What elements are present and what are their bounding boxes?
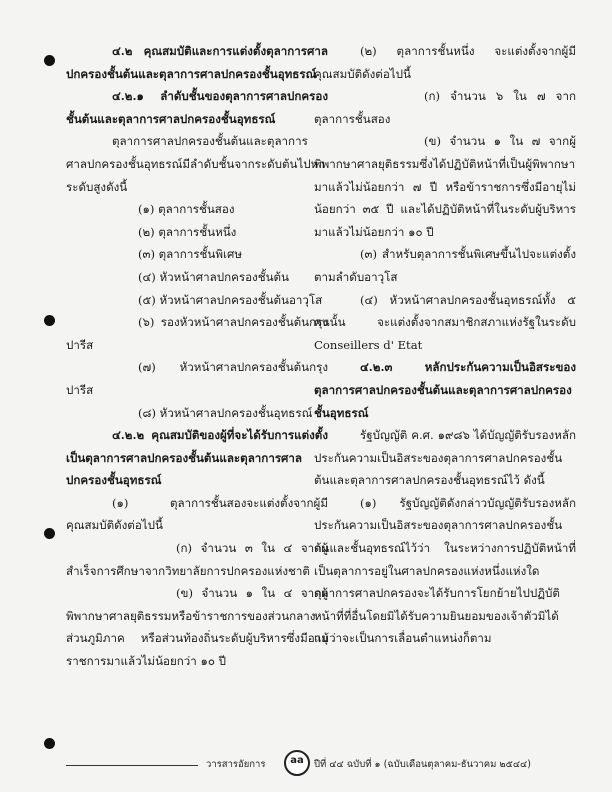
binder-hole-top — [44, 55, 55, 66]
paragraph: (ข) จำนวน ๑ ใน ๔ จากผู้พิพากษาศาลยุติธรรมหรือข้าราชการของส่วนกลางส่วนภูมิภาค หรือส่วนท้องถิ่นระดับผู้บริหารซึ่งมีอายุราชการมาแล้วไม่น้อยกว่า ๑๐ ปี — [66, 586, 328, 669]
paragraph: (๑) รัฐบัญญัติดังกล่าวบัญญัติรับรองหลักประกันความเป็นอิสระของตุลาการศาลปกครองชั้นต้นและชั้นอุทธรณ์ไว้ว่า ในระหว่างการปฏิบัติหน้าที่เป็นตุลาการอยู่ในศาลปกครองแห่งหนึ่งแห่งใด ตุลาการศาลปกครองจะได้รับการโยกย้ายไปปฏิบัติหน้าที่ที่อื่นโดยมิได้รับความยินยอมของเจ้าตัวมิได้ แม้ว่าจะเป็นการเลื่อนตำแหน่งก็ตาม — [314, 495, 576, 646]
paragraph: (๓) ตุลาการชั้นพิเศษ — [138, 247, 242, 262]
right-column — [314, 40, 576, 650]
paragraph: ๔.๒.๒ คุณสมบัติของผู้ที่จะได้รับการแต่งตั้งเป็นตุลาการศาลปกครองชั้นต้นและตุลาการศาลปกครองชั้นอุทธรณ์ — [66, 428, 328, 488]
paragraph: ๔.๒ คุณสมบัติและการแต่งตั้งตุลาการศาลปกครองชั้นต้นและตุลาการศาลปกครองชั้นอุทธรณ์ — [66, 44, 328, 81]
paragraph: (๕) หัวหน้าศาลปกครองชั้นต้นอาวุโส — [138, 292, 323, 307]
paragraph: (ข) จำนวน ๑ ใน ๗ จากผู้พิพากษาศาลยุติธรรมซึ่งได้ปฏิบัติหน้าที่เป็นผู้พิพากษามาแล้วไม่น้อยกว่า ๗ ปี หรือข้าราชการซึ่งมีอายุไม่น้อยกว่า ๓๕ ปี และได้ปฏิบัติหน้าที่ในระดับผู้บริหารมาแล้วไม่น้อยกว่า ๑๐ ปี — [314, 134, 576, 239]
paragraph: (๑) ตุลาการชั้นสองจะแต่งตั้งจากผู้มีคุณสมบัติดังต่อไปนี้ — [66, 495, 328, 533]
paragraph: (๓) สำหรับตุลาการชั้นพิเศษขึ้นไปจะแต่งตั้งตามลำดับอาวุโส — [314, 247, 576, 284]
journal-logo-icon: aa — [284, 750, 310, 776]
binder-hole-upper-middle — [44, 315, 55, 326]
paragraph: ตุลาการศาลปกครองชั้นต้นและตุลาการศาลปกครองชั้นอุทธรณ์มีลำดับชั้นจากระดับต้นไปหาระดับสูงดังนี้ — [66, 134, 325, 194]
paragraph: (ก) จำนวน ๓ ใน ๔ จากผู้สำเร็จการศึกษาจากวิทยาลัยการปกครองแห่งชาติ — [66, 541, 328, 578]
page-footer — [66, 752, 576, 778]
paragraph: (๔) หัวหน้าศาลปกครองชั้นอุทธรณ์ทั้ง ๕ คนนั้น จะแต่งตั้งจากสมาชิกสภาแห่งรัฐในระดับ Conseillers d' Etat — [314, 292, 576, 352]
paragraph: (๒) ตุลาการชั้นหนึ่ง — [138, 224, 237, 239]
binder-hole-lower-middle — [44, 528, 55, 539]
binder-hole-bottom — [44, 738, 55, 749]
paragraph: (๗) หัวหน้าศาลปกครองชั้นต้นกรุงปารีส — [66, 360, 328, 397]
paragraph: (๔) หัวหน้าศาลปกครองชั้นต้น — [138, 269, 289, 284]
paragraph: รัฐบัญญัติ ค.ศ. ๑๙๘๖ ได้บัญญัติรับรองหลักประกันความเป็นอิสระของตุลาการศาลปกครองชั้นต้นและตุลาการศาลปกครองชั้นอุทธรณ์ไว้ ดังนี้ — [314, 428, 576, 488]
paragraph: (๘) หัวหน้าศาลปกครองชั้นอุทธรณ์ — [138, 405, 313, 420]
paragraph: (๖) รองหัวหน้าศาลปกครองชั้นต้นกรุงปารีส — [66, 315, 328, 352]
footer-rule-left — [66, 765, 198, 766]
paragraph: (๑) ตุลาการชั้นสอง — [138, 202, 235, 217]
left-column — [66, 40, 328, 673]
paragraph: ๔.๒.๓ หลักประกันความเป็นอิสระของตุลาการศาลปกครองชั้นต้นและตุลาการศาลปกครองชั้นอุทธรณ์ — [314, 360, 576, 420]
paragraph: ๔.๒.๑ ลำดับชั้นของตุลาการศาลปกครองชั้นต้นและตุลาการศาลปกครองชั้นอุทธรณ์ — [66, 89, 328, 126]
paragraph: (๒) ตุลาการชั้นหนึ่ง จะแต่งตั้งจากผู้มีคุณสมบัติดังต่อไปนี้ — [314, 44, 576, 81]
paragraph: (ก) จำนวน ๖ ใน ๗ จากตุลาการชั้นสอง — [314, 89, 576, 126]
footer-journal-title: วารสารอัยการ — [206, 759, 266, 770]
footer-issue-info: ปีที่ ๔๔ ฉบับที่ ๑ (ฉบับเดือนตุลาคม-ธันวาคม ๒๕๔๔) — [314, 759, 531, 770]
